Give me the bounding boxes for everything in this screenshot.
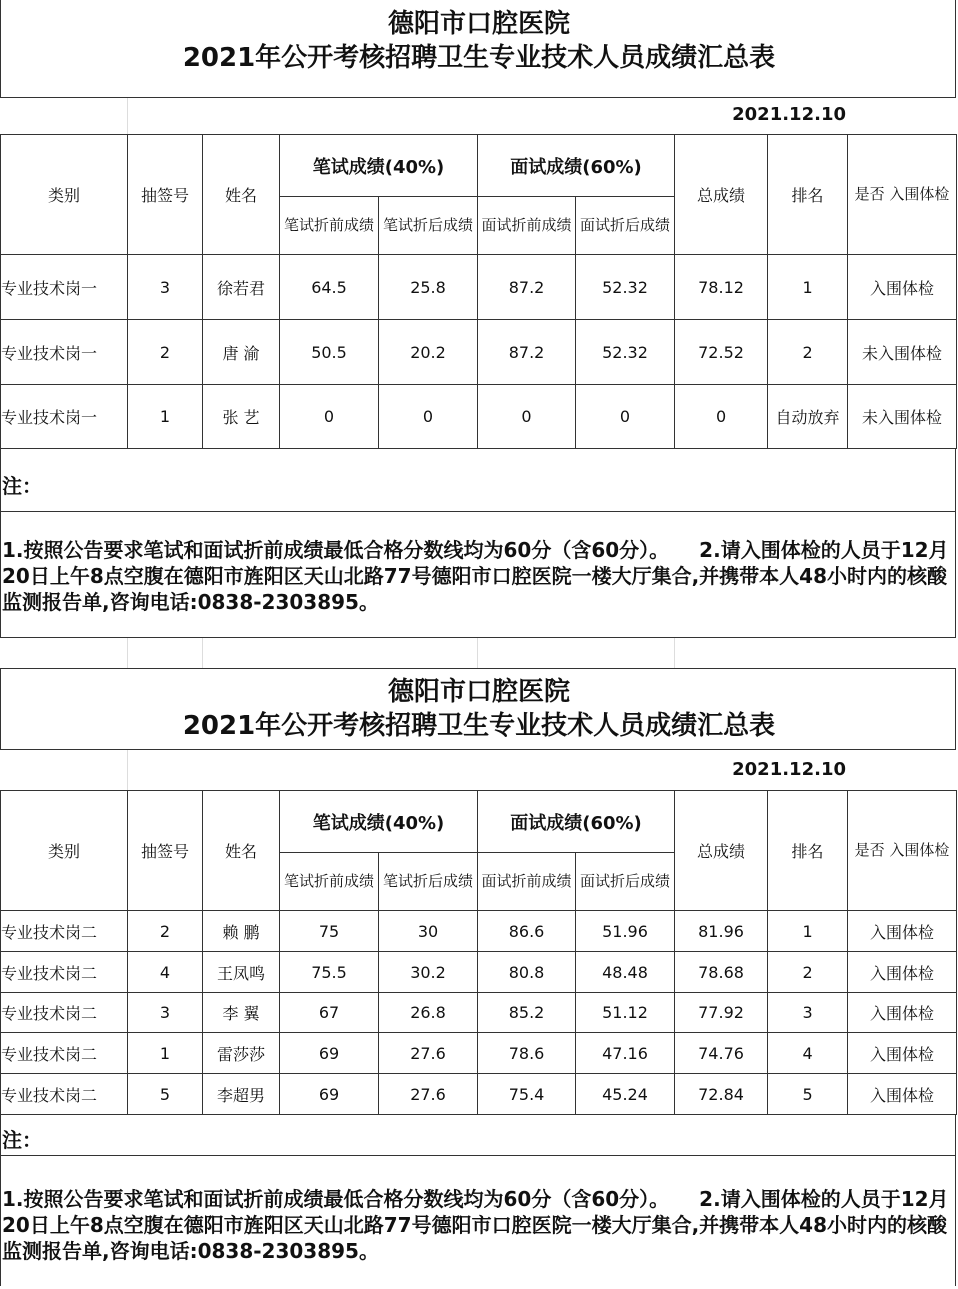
- grid-divider: [127, 750, 128, 790]
- cell-total: 81.96: [675, 911, 768, 952]
- cell-draw-number: 3: [128, 255, 203, 320]
- header-written-group: 笔试成绩(40%): [280, 135, 478, 197]
- header-draw-number: 抽签号: [128, 135, 203, 255]
- note-text: 1.按照公告要求笔试和面试折前成绩最低合格分数线均为60分（含60分）。 2.请入围体检的人员于12月20日上午8点空腹在德阳市旌阳区天山北路77号德阳市口腔医院一楼大厅集合,并携带本人48小时内的核酸监测报告单,咨询电话:0838-2303895。: [2, 538, 949, 614]
- cell-interview-raw: 75.4: [478, 1074, 576, 1115]
- cell-interview-raw: 86.6: [478, 911, 576, 952]
- cell-rank: 2: [768, 952, 848, 993]
- cell-interview-adjusted: 51.12: [576, 993, 675, 1033]
- grid-divider: [127, 98, 128, 134]
- report-date: 2021.12.10: [732, 104, 846, 125]
- cell-name: 徐若君: [203, 255, 280, 320]
- cell-interview-adjusted: 47.16: [576, 1033, 675, 1074]
- cell-interview-raw: 0: [478, 385, 576, 449]
- score-table: [0, 134, 957, 449]
- hospital-name: 德阳市口腔医院: [387, 9, 570, 39]
- cell-rank: 2: [768, 320, 848, 385]
- table-row: [1, 952, 957, 993]
- header-interview-adjusted: 面试折后成绩: [576, 853, 675, 911]
- header-rank: 排名: [768, 791, 848, 911]
- cell-written-adjusted: 25.8: [379, 255, 478, 320]
- cell-interview-adjusted: 48.48: [576, 952, 675, 993]
- cell-written-raw: 0: [280, 385, 379, 449]
- cell-written-raw: 69: [280, 1074, 379, 1115]
- note-text: 1.按照公告要求笔试和面试折前成绩最低合格分数线均为60分（含60分）。 2.请入围体检的人员于12月20日上午8点空腹在德阳市旌阳区天山北路77号德阳市口腔医院一楼大厅集合,并携带本人48小时内的核酸监测报告单,咨询电话:0838-2303895。: [2, 1187, 949, 1263]
- cell-total: 72.52: [675, 320, 768, 385]
- cell-category: 专业技术岗一: [1, 255, 128, 320]
- cell-written-adjusted: 30: [379, 911, 478, 952]
- grid-divider: [674, 638, 675, 668]
- cell-interview-raw: 87.2: [478, 320, 576, 385]
- cell-category: 专业技术岗一: [1, 385, 128, 449]
- table-row: [1, 993, 957, 1033]
- cell-interview-raw: 87.2: [478, 255, 576, 320]
- note-label-box: [0, 1114, 956, 1156]
- cell-physical-exam: 入围体检: [848, 911, 957, 952]
- header-draw-number: 抽签号: [128, 791, 203, 911]
- note-label: 注：: [2, 474, 42, 498]
- cell-written-raw: 75.5: [280, 952, 379, 993]
- grid-divider: [477, 638, 478, 668]
- header-name: 姓名: [203, 135, 280, 255]
- header-total: 总成绩: [675, 791, 768, 911]
- cell-physical-exam: 入围体检: [848, 1074, 957, 1115]
- cell-name: 张 艺: [203, 385, 280, 449]
- header-written-raw: 笔试折前成绩: [280, 197, 379, 255]
- cell-rank: 1: [768, 255, 848, 320]
- cell-written-adjusted: 30.2: [379, 952, 478, 993]
- cell-interview-adjusted: 45.24: [576, 1074, 675, 1115]
- cell-written-adjusted: 20.2: [379, 320, 478, 385]
- cell-written-raw: 64.5: [280, 255, 379, 320]
- header-name: 姓名: [203, 791, 280, 911]
- cell-category: 专业技术岗二: [1, 911, 128, 952]
- cell-rank: 1: [768, 911, 848, 952]
- cell-written-adjusted: 27.6: [379, 1074, 478, 1115]
- cell-written-adjusted: 26.8: [379, 993, 478, 1033]
- cell-written-raw: 67: [280, 993, 379, 1033]
- cell-category: 专业技术岗一: [1, 320, 128, 385]
- cell-draw-number: 3: [128, 993, 203, 1033]
- note-label: 注：: [2, 1128, 42, 1152]
- cell-physical-exam: 入围体检: [848, 993, 957, 1033]
- cell-physical-exam: 未入围体检: [848, 320, 957, 385]
- table-title: 2021年公开考核招聘卫生专业技术人员成绩汇总表: [182, 711, 776, 741]
- header-interview-group: 面试成绩(60%): [478, 135, 675, 197]
- cell-physical-exam: 入围体检: [848, 255, 957, 320]
- cell-category: 专业技术岗二: [1, 1074, 128, 1115]
- header-category: 类别: [1, 135, 128, 255]
- cell-interview-raw: 80.8: [478, 952, 576, 993]
- header-interview-group: 面试成绩(60%): [478, 791, 675, 853]
- cell-interview-adjusted: 51.96: [576, 911, 675, 952]
- cell-draw-number: 1: [128, 1033, 203, 1074]
- table-title: 2021年公开考核招聘卫生专业技术人员成绩汇总表: [182, 43, 776, 73]
- cell-rank: 自动放弃: [768, 385, 848, 449]
- cell-rank: 4: [768, 1033, 848, 1074]
- cell-name: 李 翼: [203, 993, 280, 1033]
- report-date: 2021.12.10: [732, 759, 846, 780]
- grid-divider: [127, 638, 128, 668]
- cell-physical-exam: 入围体检: [848, 1033, 957, 1074]
- header-written-group: 笔试成绩(40%): [280, 791, 478, 853]
- cell-written-adjusted: 0: [379, 385, 478, 449]
- cell-written-raw: 75: [280, 911, 379, 952]
- cell-total: 78.12: [675, 255, 768, 320]
- cell-draw-number: 5: [128, 1074, 203, 1115]
- header-rank: 排名: [768, 135, 848, 255]
- header-physical-exam: 是否 入围体检: [848, 791, 957, 911]
- cell-name: 唐 渝: [203, 320, 280, 385]
- table-row: [1, 320, 957, 385]
- hospital-name: 德阳市口腔医院: [387, 677, 570, 707]
- cell-draw-number: 2: [128, 911, 203, 952]
- cell-category: 专业技术岗二: [1, 1033, 128, 1074]
- cell-written-adjusted: 27.6: [379, 1033, 478, 1074]
- cell-interview-raw: 85.2: [478, 993, 576, 1033]
- grid-divider: [202, 638, 203, 668]
- cell-interview-adjusted: 0: [576, 385, 675, 449]
- cell-physical-exam: 未入围体检: [848, 385, 957, 449]
- cell-name: 赖 鹏: [203, 911, 280, 952]
- score-table: [0, 790, 957, 1115]
- table-row: [1, 255, 957, 320]
- header-written-raw: 笔试折前成绩: [280, 853, 379, 911]
- cell-draw-number: 4: [128, 952, 203, 993]
- cell-interview-adjusted: 52.32: [576, 320, 675, 385]
- cell-draw-number: 1: [128, 385, 203, 449]
- header-interview-adjusted: 面试折后成绩: [576, 197, 675, 255]
- cell-name: 雷莎莎: [203, 1033, 280, 1074]
- header-interview-raw: 面试折前成绩: [478, 197, 576, 255]
- cell-written-raw: 69: [280, 1033, 379, 1074]
- table-row: [1, 1033, 957, 1074]
- header-interview-raw: 面试折前成绩: [478, 853, 576, 911]
- header-total: 总成绩: [675, 135, 768, 255]
- header-physical-exam: 是否 入围体检: [848, 135, 957, 255]
- cell-physical-exam: 入围体检: [848, 952, 957, 993]
- cell-interview-adjusted: 52.32: [576, 255, 675, 320]
- cell-total: 78.68: [675, 952, 768, 993]
- cell-name: 李超男: [203, 1074, 280, 1115]
- cell-total: 0: [675, 385, 768, 449]
- cell-rank: 3: [768, 993, 848, 1033]
- cell-name: 王凤鸣: [203, 952, 280, 993]
- table-row: [1, 1074, 957, 1115]
- note-label-box: [0, 448, 956, 512]
- table-row: [1, 385, 957, 449]
- cell-category: 专业技术岗二: [1, 952, 128, 993]
- header-category: 类别: [1, 791, 128, 911]
- cell-interview-raw: 78.6: [478, 1033, 576, 1074]
- header-written-adjusted: 笔试折后成绩: [379, 853, 478, 911]
- cell-total: 72.84: [675, 1074, 768, 1115]
- cell-category: 专业技术岗二: [1, 993, 128, 1033]
- cell-total: 74.76: [675, 1033, 768, 1074]
- header-written-adjusted: 笔试折后成绩: [379, 197, 478, 255]
- cell-rank: 5: [768, 1074, 848, 1115]
- table-row: [1, 911, 957, 952]
- cell-total: 77.92: [675, 993, 768, 1033]
- cell-draw-number: 2: [128, 320, 203, 385]
- cell-written-raw: 50.5: [280, 320, 379, 385]
